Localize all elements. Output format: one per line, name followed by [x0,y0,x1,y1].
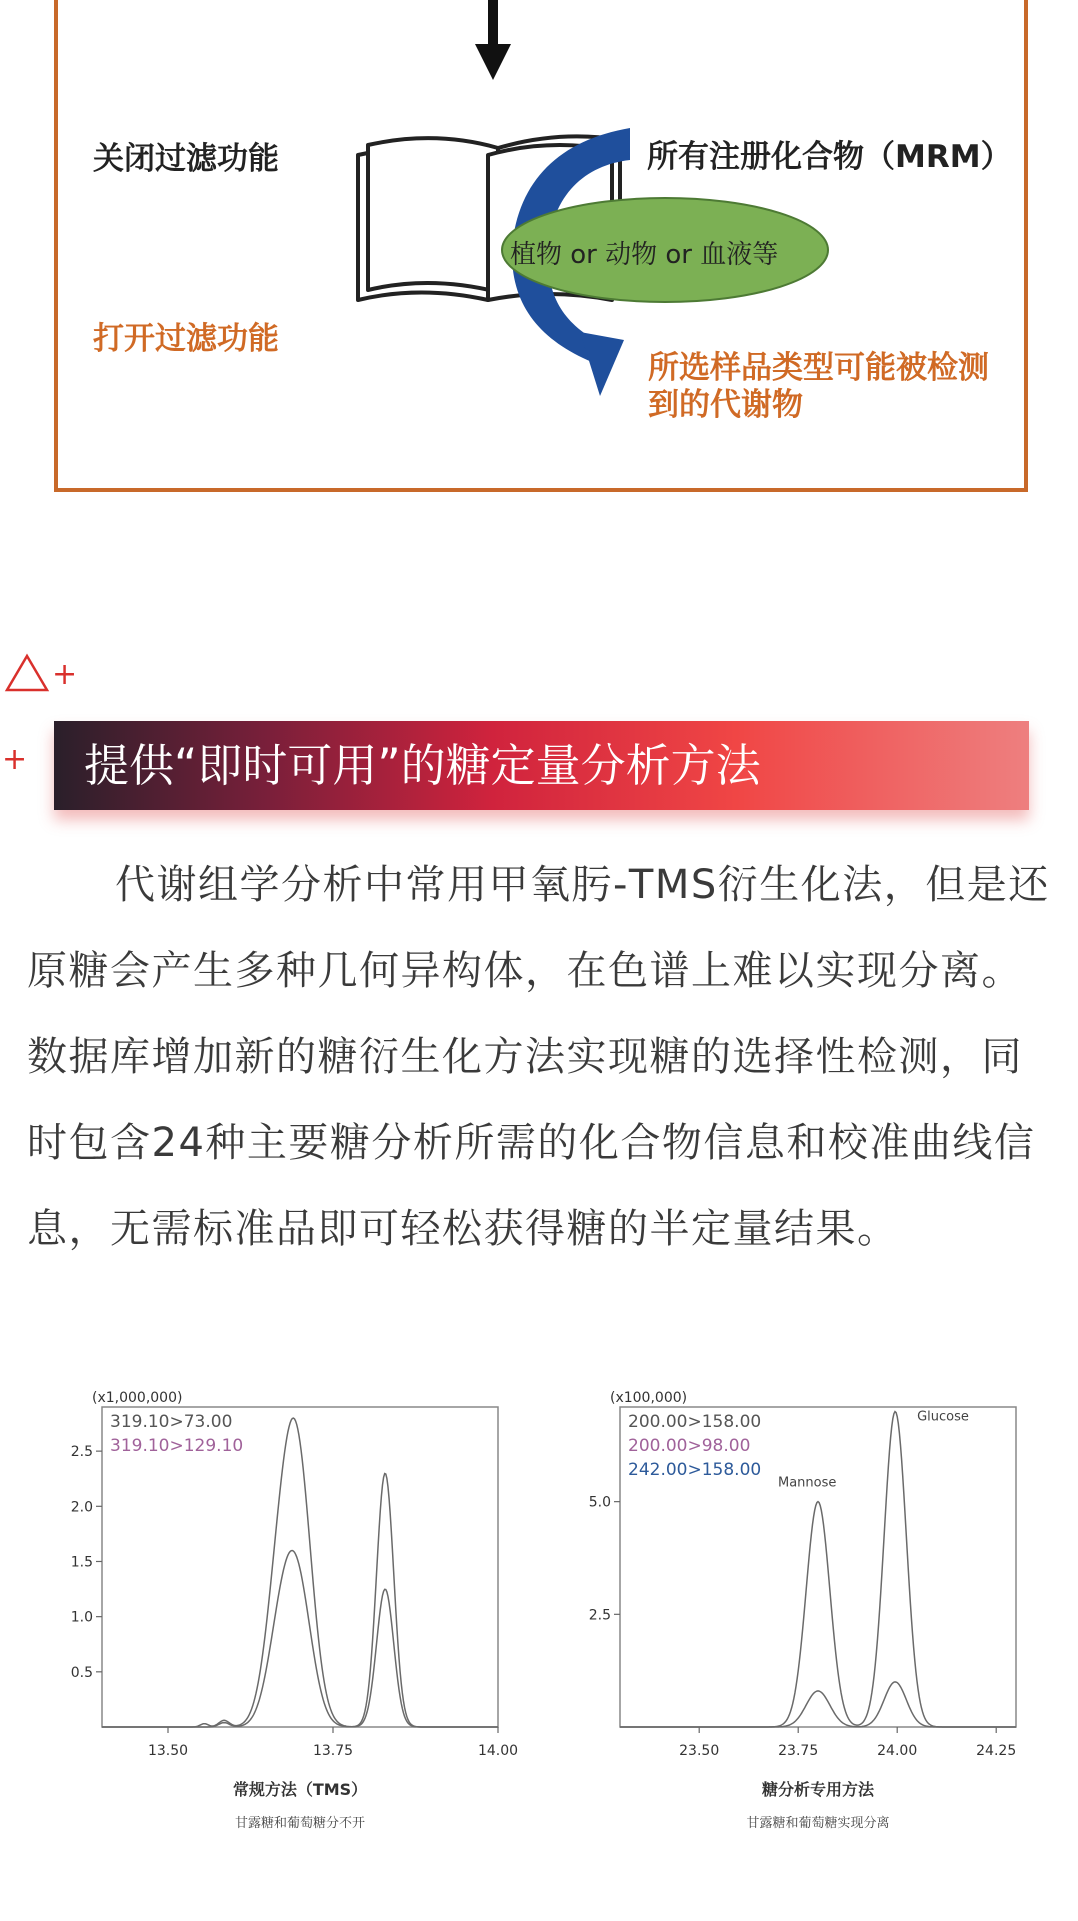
plus-deco-icon: + [52,657,78,692]
triangle-deco-icon [4,652,50,694]
y-tick-label: 1.5 [70,1554,93,1571]
x-tick-label: 23.75 [778,1743,819,1759]
down-arrow-icon [475,0,511,80]
x-tick-label: 24.25 [976,1743,1017,1759]
legend-entry: 319.10>73.00 [110,1412,233,1432]
chart-subcaption: 甘露糖和葡萄糖分不开 [234,1816,366,1831]
all-compounds-label: 所有注册化合物（MRM） [647,139,1012,175]
peak-annotation: Mannose [778,1475,837,1491]
body-paragraph: 代谢组学分析中常用甲氧肟-TMS衍生化法，但是还原糖会产生多种几何异构体，在色谱上难以实现分离。数据库增加新的糖衍生化方法实现糖的选择性检测，同时包含24种主要糖分析所需的化合物信息和校准曲线信息，无需标准品即可轻松获得糖的半定量结果。 [27,862,1050,1252]
x-tick-label: 23.50 [679,1743,720,1759]
detectable-label-line2: 到的代谢物 [648,387,803,423]
chart-subcaption: 甘露糖和葡萄糖实现分离 [746,1816,890,1831]
series-line [620,1409,1016,1727]
chart-sugar-method [568,1385,1048,1855]
y-tick-label: 1.0 [70,1609,93,1626]
series-line [620,1682,1016,1727]
plus-deco-icon: + [2,742,28,777]
filter-off-label: 关闭过滤功能 [93,141,279,177]
x-tick-label: 13.75 [312,1743,354,1759]
scale-label: (x100,000) [610,1390,688,1406]
detectable-label-line1: 所选样品类型可能被检测 [648,350,989,386]
scale-label: (x1,000,000) [92,1390,183,1406]
legend-entry: 200.00>158.00 [628,1412,762,1432]
x-tick-label: 13.50 [147,1743,189,1759]
y-tick-label: 2.5 [588,1607,611,1624]
sample-type-label: 植物 or 动物 or 血液等 [510,240,779,270]
peak-annotation: Glucose [917,1409,969,1425]
series-line [102,1551,498,1728]
filter-on-label: 打开过滤功能 [93,321,279,357]
y-tick-label: 2.5 [70,1444,93,1461]
section-title: 提供“即时可用”的糖定量分析方法 [84,739,761,792]
chart-caption: 常规方法（TMS） [232,1780,368,1799]
y-tick-label: 2.0 [70,1499,93,1516]
y-tick-label: 5.0 [588,1494,611,1511]
x-tick-label: 14.00 [477,1743,519,1759]
y-tick-label: 0.5 [70,1664,93,1681]
legend-entry: 242.00>158.00 [628,1460,762,1480]
legend-entry: 319.10>129.10 [110,1436,244,1456]
chart-caption: 糖分析专用方法 [761,1780,875,1799]
x-tick-label: 24.00 [877,1743,918,1759]
legend-entry: 200.00>98.00 [628,1436,751,1456]
chart-conventional-method [50,1385,530,1855]
series-line [102,1418,498,1727]
